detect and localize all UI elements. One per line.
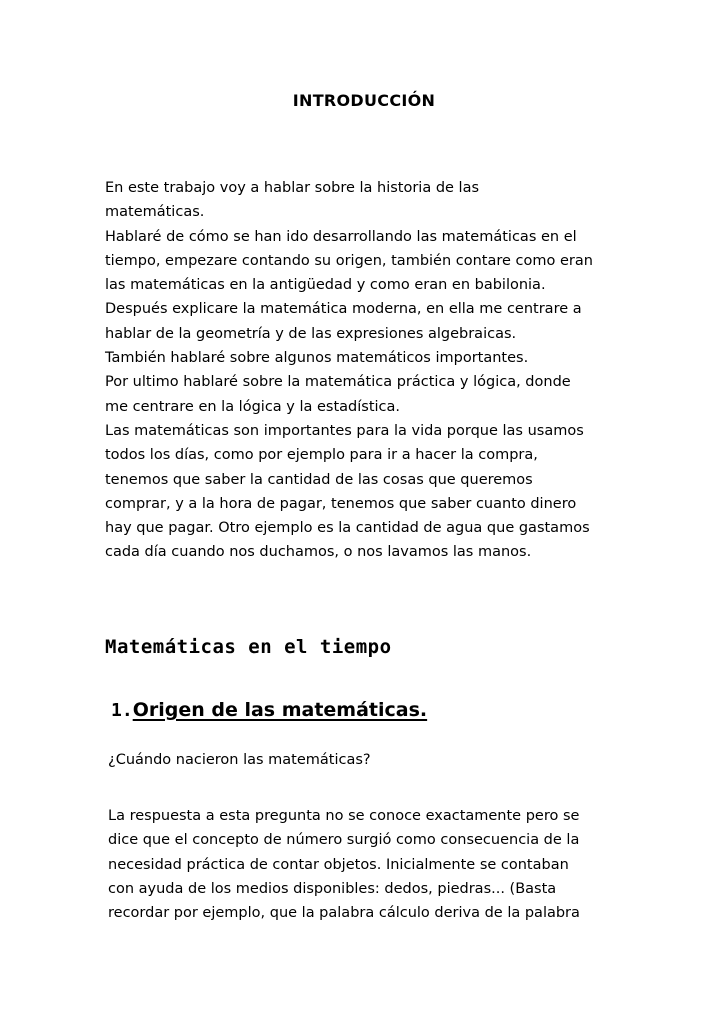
question-text: ¿Cuándo nacieron las matemáticas?: [108, 752, 371, 768]
intro-paragraph: [105, 176, 645, 565]
intro-line: En este trabajo voy a hablar sobre la historia de las: [105, 180, 480, 196]
body-line: con ayuda de los medios disponibles: dedos, piedras... (Basta: [108, 880, 557, 897]
subsection-title: Origen de las matemáticas.: [132, 699, 428, 721]
intro-line: Después explicare la matemática moderna, en ella me centrare a: [105, 301, 582, 318]
document-title: INTRODUCCIÓN: [292, 91, 436, 110]
intro-line: Por ultimo hablaré sobre la matemática práctica y lógica, donde: [105, 374, 571, 391]
subsection-heading: [111, 699, 427, 721]
intro-line: También hablaré sobre algunos matemáticos importantes.: [105, 350, 529, 367]
intro-line: matemáticas.: [105, 204, 205, 221]
intro-line: cada día cuando nos duchamos, o nos lavamos las manos.: [105, 544, 532, 561]
intro-line: tiempo, empezare contando su origen, también contare como eran: [105, 252, 593, 269]
body-line: recordar por ejemplo, que la palabra cálculo deriva de la palabra: [108, 905, 580, 922]
intro-line: me centrare en la lógica y la estadística.: [105, 398, 401, 415]
intro-line: todos los días, como por ejemplo para ir a hacer la compra,: [105, 447, 538, 464]
body-line: dice que el concepto de número surgió como consecuencia de la: [108, 832, 580, 849]
body-line: necesidad práctica de contar objetos. Inicialmente se contaban: [108, 856, 569, 873]
body-line: La respuesta a esta pregunta no se conoce exactamente pero se: [108, 808, 580, 824]
intro-line: las matemáticas en la antigüedad y como eran en babilonia.: [105, 277, 546, 294]
intro-line: hay que pagar. Otro ejemplo es la cantidad de agua que gastamos: [105, 520, 590, 537]
intro-line: Hablaré de cómo se han ido desarrollando las matemáticas en el: [105, 228, 577, 245]
body-paragraph: [108, 804, 648, 925]
intro-line: hablar de la geometría y de las expresiones algebraicas.: [105, 325, 517, 342]
intro-line: Las matemáticas son importantes para la vida porque las usamos: [105, 422, 584, 439]
intro-line: comprar, y a la hora de pagar, tenemos que saber cuanto dinero: [105, 495, 577, 512]
intro-line: tenemos que saber la cantidad de las cosas que queremos: [105, 471, 533, 488]
section-heading: Matemáticas en el tiempo: [105, 636, 392, 658]
subsection-number: 1.: [111, 700, 133, 721]
